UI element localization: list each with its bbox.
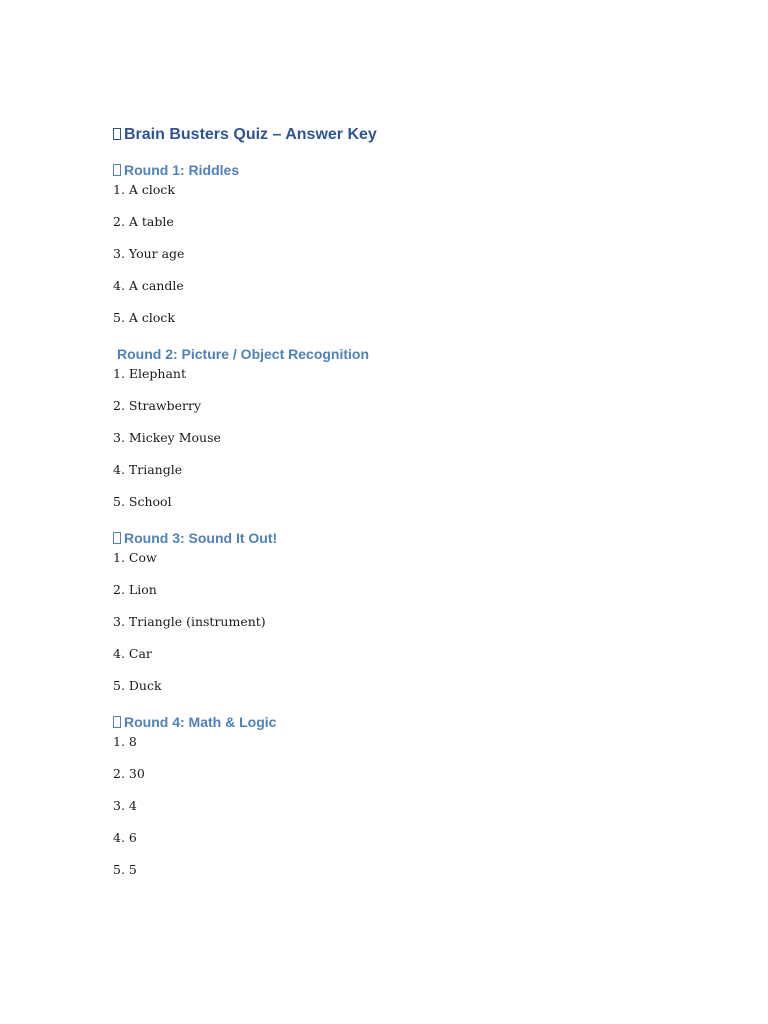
answer-item: 2. A table [113,214,174,229]
document-body [113,124,673,894]
answer-item: 5. A clock [113,310,175,325]
round-heading [113,160,673,182]
document-title-text: Brain Busters Quiz – Answer Key [124,126,377,143]
answer-item: 4. Triangle [113,462,183,477]
answer-item: 4. Car [113,646,152,661]
answer-list [113,366,673,526]
emoji-placeholder-icon [113,164,121,176]
round-heading-text: Round 1: Riddles [124,162,240,178]
answer-item: 1. 8 [113,734,137,749]
answer-list [113,734,673,894]
answer-item: 4. 6 [113,830,137,845]
round-heading-text: Round 2: Picture / Object Recognition [117,346,370,362]
round-heading [113,344,673,366]
answer-item: 3. Triangle (instrument) [113,614,266,629]
emoji-placeholder-icon [113,532,121,544]
answer-item: 2. Strawberry [113,398,202,413]
answer-item: 4. A candle [113,278,184,293]
answer-item: 5. 5 [113,862,137,877]
answer-item: 3. 4 [113,798,137,813]
answer-list [113,182,673,342]
answer-item: 1. Cow [113,550,157,565]
document-title [113,124,673,148]
answer-list [113,550,673,710]
answer-item: 1. A clock [113,182,175,197]
emoji-placeholder-icon [113,128,121,140]
round-heading-text: Round 3: Sound It Out! [124,530,278,546]
round-section [113,712,673,894]
answer-item: 3. Your age [113,246,185,261]
answer-item: 1. Elephant [113,366,186,381]
round-section [113,528,673,710]
emoji-placeholder-icon [113,716,121,728]
round-heading [113,712,673,734]
answer-item: 2. Lion [113,582,157,597]
round-heading-text: Round 4: Math & Logic [124,714,277,730]
answer-item: 5. School [113,494,172,509]
answer-item: 3. Mickey Mouse [113,430,221,445]
round-section [113,160,673,342]
round-section [113,344,673,526]
answer-item: 2. 30 [113,766,145,781]
answer-item: 5. Duck [113,678,162,693]
round-heading [113,528,673,550]
